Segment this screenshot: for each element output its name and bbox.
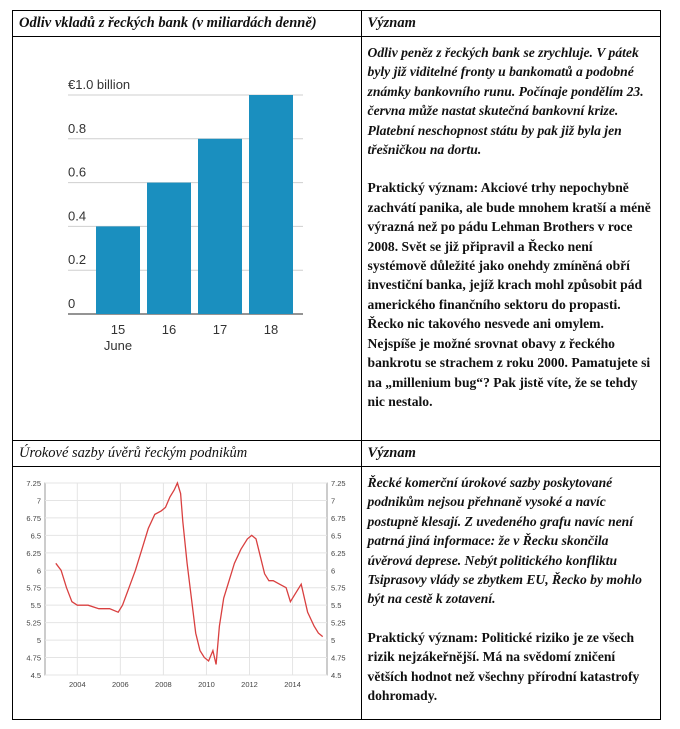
- y-tick-label: 0.2: [68, 252, 87, 268]
- x-tick-label: 18: [263, 322, 279, 337]
- practical-meaning-2: Praktický význam: Politické riziko je ze všech rizik nejzákeřnější. Má na svědomí zničení větších hodnot než všechny přírodní katastrofy dohromady.: [367, 629, 640, 704]
- y-tick-label-left: 5.5: [30, 601, 41, 611]
- bar: [249, 95, 293, 314]
- y-tick-label-right: 6.75: [331, 513, 346, 523]
- outflow-header: Odliv vkladů z řeckých bank (v miliardách denně): [13, 11, 362, 37]
- y-tick-label: 0.6: [68, 164, 87, 180]
- y-tick-label: €1.0 billion: [68, 77, 131, 92]
- x-tick-label: 15: [110, 322, 126, 337]
- bar-chart-cell: [13, 37, 362, 441]
- y-tick-label-right: 4.75: [331, 653, 346, 663]
- x-tick-label: 2014: [284, 680, 301, 689]
- y-tick-label-right: 5.25: [331, 618, 346, 628]
- bar: [147, 183, 191, 314]
- y-tick-label-right: 5.5: [331, 601, 342, 611]
- y-tick-label-left: 4.75: [26, 653, 41, 663]
- meaning-italic-2: Řecké komerční úrokové sazby poskytované podnikům nejsou přehnaně vysoké a navíc postupně klesají. Z uvedeného grafu navíc není patrná jiná informace: že v Řecku skončila úvěrová deprese. Nebýt politického konfliktu Tsiprasovy vlády se zbytkem EU, Řecko by mohlo být na cestě k zotavení.: [367, 475, 642, 607]
- y-tick-label: 0.4: [68, 208, 87, 224]
- x-tick-label: 17: [212, 322, 228, 337]
- x-tick-label: 2006: [111, 680, 129, 689]
- deposit-outflow-bar-chart: [13, 37, 359, 435]
- x-tick-label: 2004: [68, 680, 86, 689]
- y-tick-label-left: 6.5: [30, 531, 41, 541]
- y-tick-label-left: 6: [36, 566, 41, 576]
- x-tick-label: 2012: [241, 680, 258, 689]
- y-tick-label-left: 6.25: [26, 548, 41, 558]
- y-tick-label-right: 5.75: [331, 583, 346, 593]
- x-tick-label: 2010: [198, 680, 215, 689]
- y-tick-label-left: 5.25: [26, 618, 41, 628]
- y-tick-label-left: 5: [36, 636, 41, 646]
- y-tick-label-left: 6.75: [26, 513, 41, 523]
- x-tick-label: 2008: [155, 680, 172, 689]
- plot-frame: [45, 483, 327, 675]
- y-tick-label-right: 6.5: [331, 531, 342, 541]
- bar: [198, 139, 242, 314]
- y-tick-label: 0: [68, 296, 76, 311]
- y-tick-label-right: 5: [331, 636, 336, 646]
- bar: [96, 226, 140, 314]
- document-table: [12, 10, 661, 720]
- interest-rate-header: Úrokové sazby úvěrů řeckým podnikům: [13, 441, 362, 467]
- line-chart-cell: [13, 467, 362, 720]
- y-tick-label-right: 7.25: [331, 479, 346, 488]
- meaning-italic-1: Odliv peněz z řeckých bank se zrychluje. V pátek byly již viditelné fronty u bankomatů a podobné známky bankovního runu. Počínaje pondělím 23. června může nastat skutečná bankovní krize. Platební neschopnost státu by pak již byla jen třešničkou na dortu.: [367, 45, 644, 158]
- y-tick-label-left: 5.75: [26, 583, 41, 593]
- y-tick-label-left: 7: [36, 496, 41, 506]
- meaning-text-1: [361, 37, 660, 441]
- y-tick-label-right: 6.25: [331, 548, 346, 558]
- y-tick-label-left: 7.25: [26, 479, 41, 488]
- y-tick-label: 0.8: [68, 120, 87, 136]
- x-tick-label: 16: [161, 322, 177, 337]
- y-tick-label-right: 6: [331, 566, 336, 576]
- x-sublabel: June: [103, 338, 133, 353]
- meaning-text-2: [361, 467, 660, 720]
- meaning-header-1: Význam: [361, 11, 660, 37]
- meaning-header-2: Význam: [361, 441, 660, 467]
- y-tick-label-right: 7: [331, 496, 336, 506]
- y-tick-label-right: 4.5: [331, 671, 342, 680]
- y-tick-label-left: 4.5: [30, 671, 41, 680]
- practical-meaning-1: Praktický význam: Akciové trhy nepochybně zachvátí panika, ale bude mnohem kratší a méně výrazná než po pádu Lehman Brothers v roce 2008. Svět se již připravil a Řecko není systémově důležité jako onehdy zmíněná obří investiční banka, jejíž krach mohl způsobit pád amerického finančního sektoru do propasti. Řecko nic takového nesvede ani omylem. Nejspíše je možné srovnat obavy z řeckého bankrotu se strachem z roku 2000. Pamatujete si na „millenium bug“? Pak jistě víte, že se tehdy nic nestalo.: [367, 180, 651, 409]
- interest-rate-line-chart: [13, 467, 359, 693]
